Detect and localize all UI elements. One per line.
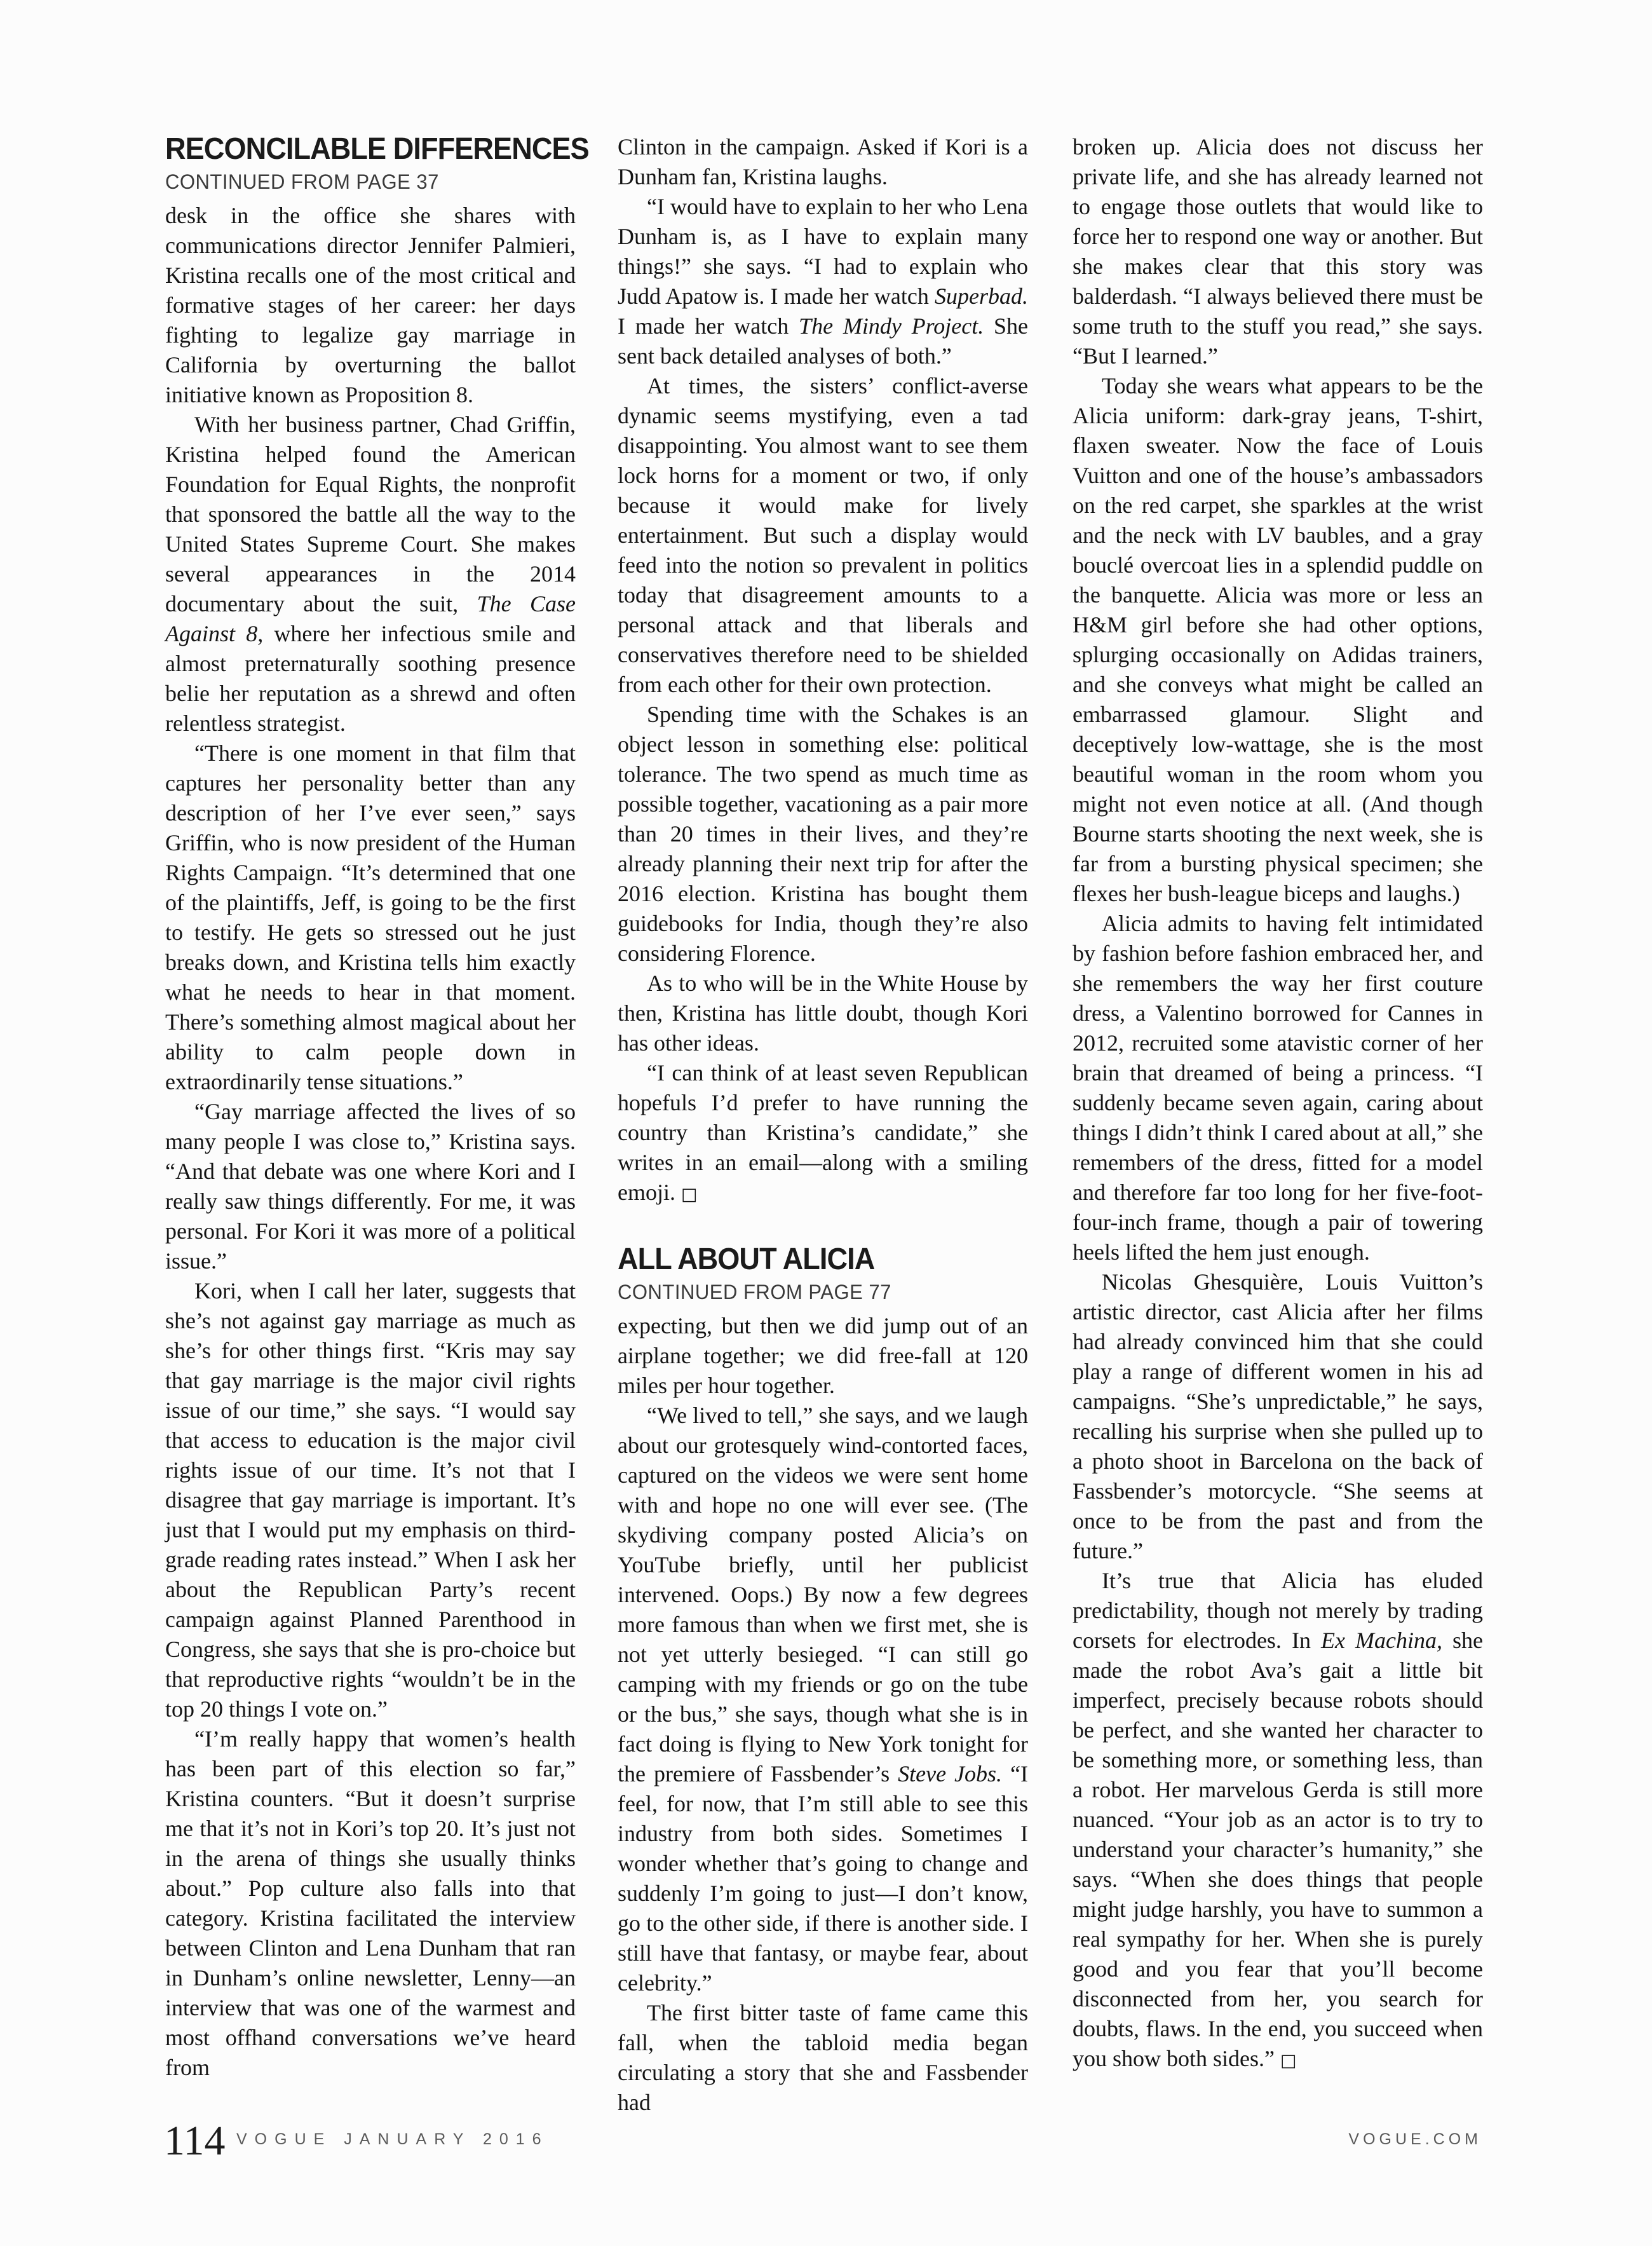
paragraph: With her business partner, Chad Griffin, Kristina helped found the American Foundation for Equal Rights, the nonprofit that sponsored the battle all the way to the United States Supreme Court. She makes several appearances in the 2014 documentary about the suit, The Case Against 8, where her infectious smile and almost preternaturally soothing presence belie her reputation as a shrewd and often relentless strategist. (165, 412, 576, 736)
article-title: RECONCILABLE DIFFERENCES (165, 132, 589, 166)
paragraph: broken up. Alicia does not discuss her private life, and she has already learned not to engage those outlets that would like to force her to respond one way or another. But she makes clear that this story was balderdash. “I always believed there must be some truth to the stuff you read,” she says. “But I learned.” (1073, 134, 1483, 369)
paragraph: It’s true that Alicia has eluded predictability, though not merely by trading corsets for electrodes. In Ex Machina, she made the robot Ava’s gait a little bit imperfect, precisely because robots should be perfect, and she wanted her character to be something more, or something less, than a robot. Her marvelous Gerda is still more nuanced. “Your job as an actor is to try to understand your character’s humanity,” she says. “When she does things that people might judge harshly, you have to summon a real sympathy for her. When she is purely good and you fear that you’ll become disconnected from her, you search for doubts, flaws. In the end, you succeed when you show both sides.” □ (1073, 1568, 1483, 2071)
paragraph: “I can think of at least seven Republican hopefuls I’d prefer to have running the country than Kristina’s candidate,” she writes in an email—along with a smiling emoji. □ (618, 1060, 1028, 1205)
page-number: 114 (164, 2118, 226, 2164)
paragraph: desk in the office she shares with communications director Jennifer Palmieri, Kristina recalls one of the most critical and formative stages of her career: her days fighting to legalize gay marriage in California by overturning the ballot initiative known as Proposition 8. (165, 203, 576, 407)
paragraph: expecting, but then we did jump out of an airplane together; we did free-fall at 120 miles per hour together. (618, 1313, 1028, 1398)
end-of-article-mark: □ (1280, 2051, 1297, 2071)
paragraph: As to who will be in the White House by then, Kristina has little doubt, though Kori has other ideas. (618, 970, 1028, 1056)
paragraph: Spending time with the Schakes is an object lesson in something else: political tolerance. The two spend as much time as possible together, vacationing as a pair more than 20 times in their lives, and they’re already planning their next trip for after the 2016 election. Kristina has bought them guidebooks for India, though they’re also considering Florence. (618, 702, 1028, 966)
paragraph: “I’m really happy that women’s health has been part of this election so far,” Kristina counters. “But it doesn’t surprise me that it’s not in Kori’s top 20. It’s just not in the arena of things she usually thinks about.” Pop culture also falls into that category. Kristina facilitated the interview between Clinton and Lena Dunham that ran in Dunham’s online newsletter, Lenny—an interview that was one of the warmest and most offhand conversations we’ve heard from (165, 1726, 576, 2080)
paragraph: Clinton in the campaign. Asked if Kori is a Dunham fan, Kristina laughs. (618, 134, 1028, 189)
paragraph: The first bitter taste of fame came this fall, when the tabloid media began circulating a story that she and Fassbender had (618, 2000, 1028, 2115)
paragraph: Today she wears what appears to be the Alicia uniform: dark-gray jeans, T-shirt, flaxen sweater. Now the face of Louis Vuitton and one of the house’s ambassadors on the red carpet, she sparkles at the wrist and the neck with LV baubles, and a gray bouclé overcoat lies in a splendid puddle on the banquette. Alicia was more or less an H&M girl before she had other options, splurging occasionally on Adidas trainers, and she conveys what might be called an embarrassed glamour. Slight and deceptively low-wattage, she is the most beautiful woman in the room whom you might not even notice at all. (And though Bourne starts shooting the next week, she is far from a bursting physical specimen; she flexes her bush-league biceps and laughs.) (1073, 373, 1483, 906)
paragraph: “We lived to tell,” she says, and we laugh about our grotesquely wind-contorted faces, captured on the videos we were sent home with and hope no one will ever see. (The skydiving company posted Alicia’s on YouTube briefly, until her publicist intervened. Oops.) By now a few degrees more famous than when we first met, she is not yet utterly besieged. “I can still go camping with my friends or go on the tube or the bus,” she says, though what she is in fact doing is flying to New York tonight for the premiere of Fassbender’s Steve Jobs. “I feel, for now, that I’m still able to see this industry from both sides. Sometimes I wonder whether that’s going to change and suddenly I’m going to just—I don’t know, go to the other side, if there is another side. I still have that fantasy, or maybe fear, about celebrity.” (618, 1403, 1028, 1996)
end-of-article-mark: □ (680, 1185, 698, 1204)
text-column-1 (165, 132, 589, 2083)
paragraph: “I would have to explain to her who Lena Dunham is, as I have to explain many things!” she says. “I had to explain who Judd Apatow is. I made her watch Superbad. I made her watch The Mindy Project. She sent back detailed analyses of both.” (618, 194, 1029, 369)
paragraph: Kori, when I call her later, suggests that she’s not against gay marriage as much as she’s for other things first. “Kris may say that gay marriage is the major civil rights issue of our time,” she says. “I would say that access to education is the major civil rights issue of our time. It’s not that I disagree that gay marriage is important. It’s just that I would put my emphasis on third-grade reading rates instead.” When I ask her about the Republican Party’s recent campaign against Planned Parenthood in Congress, she says that she is pro-choice but that reproductive rights “wouldn’t be in the top 20 things I vote on.” (165, 1278, 576, 1722)
text-column-2 (618, 132, 1028, 2118)
paragraph: “Gay marriage affected the lives of so many people I was close to,” Kristina says. “And that debate was one where Kori and I really saw things differently. For me, it was personal. For Kori it was more of a political issue.” (165, 1099, 576, 1274)
paragraph: Alicia admits to having felt intimidated by fashion before fashion embraced her, and she remembers the way her first couture dress, a Valentino borrowed for Cannes in 2012, recruited some atavistic corner of her brain that dreamed of being a princess. “I suddenly became seven again, caring about things I didn’t think I cared about at all,” she remembers of the dress, fitted for a model and therefore far too long for her five-foot-four-inch frame, though a pair of towering heels lifted the hem just enough. (1073, 911, 1483, 1265)
continued-from-note: CONTINUED FROM PAGE 77 (618, 1281, 891, 1303)
paragraph: Nicolas Ghesquière, Louis Vuitton’s artistic director, cast Alicia after her films had already convinced him that she could play a range of different women in his ad campaigns. “She’s unpredictable,” he says, recalling his surprise when she pulled up to a photo shoot in Barcelona on the back of Fassbender’s motorcycle. “She seems at once to be from the past and from the future.” (1073, 1269, 1483, 1563)
continued-from-note: CONTINUED FROM PAGE 37 (165, 170, 439, 193)
footer-site-text: VOGUE.COM (1348, 2130, 1482, 2148)
footer-issue-text: VOGUE JANUARY 2016 (236, 2130, 549, 2148)
article-title: ALL ABOUT ALICIA (618, 1242, 875, 1276)
text-column-3 (1073, 132, 1483, 2076)
paragraph: At times, the sisters’ conflict-averse dynamic seems mystifying, even a tad disappointing. You almost want to see them lock horns for a moment or two, if only because it would make for lively entertainment. But such a display would feed into the notion so prevalent in politics today that disagreement amounts to a personal attack and that liberals and conservatives therefore need to be shielded from each other for their own protection. (618, 373, 1028, 697)
paragraph: “There is one moment in that film that captures her personality better than any description of her I’ve ever seen,” says Griffin, who is now president of the Human Rights Campaign. “It’s determined that one of the plaintiffs, Jeff, is going to be the first to testify. He gets so stressed out he just breaks down, and Kristina tells him exactly what he needs to hear in that moment. There’s something almost magical about her ability to calm people down in extraordinarily tense situations.” (165, 740, 576, 1094)
